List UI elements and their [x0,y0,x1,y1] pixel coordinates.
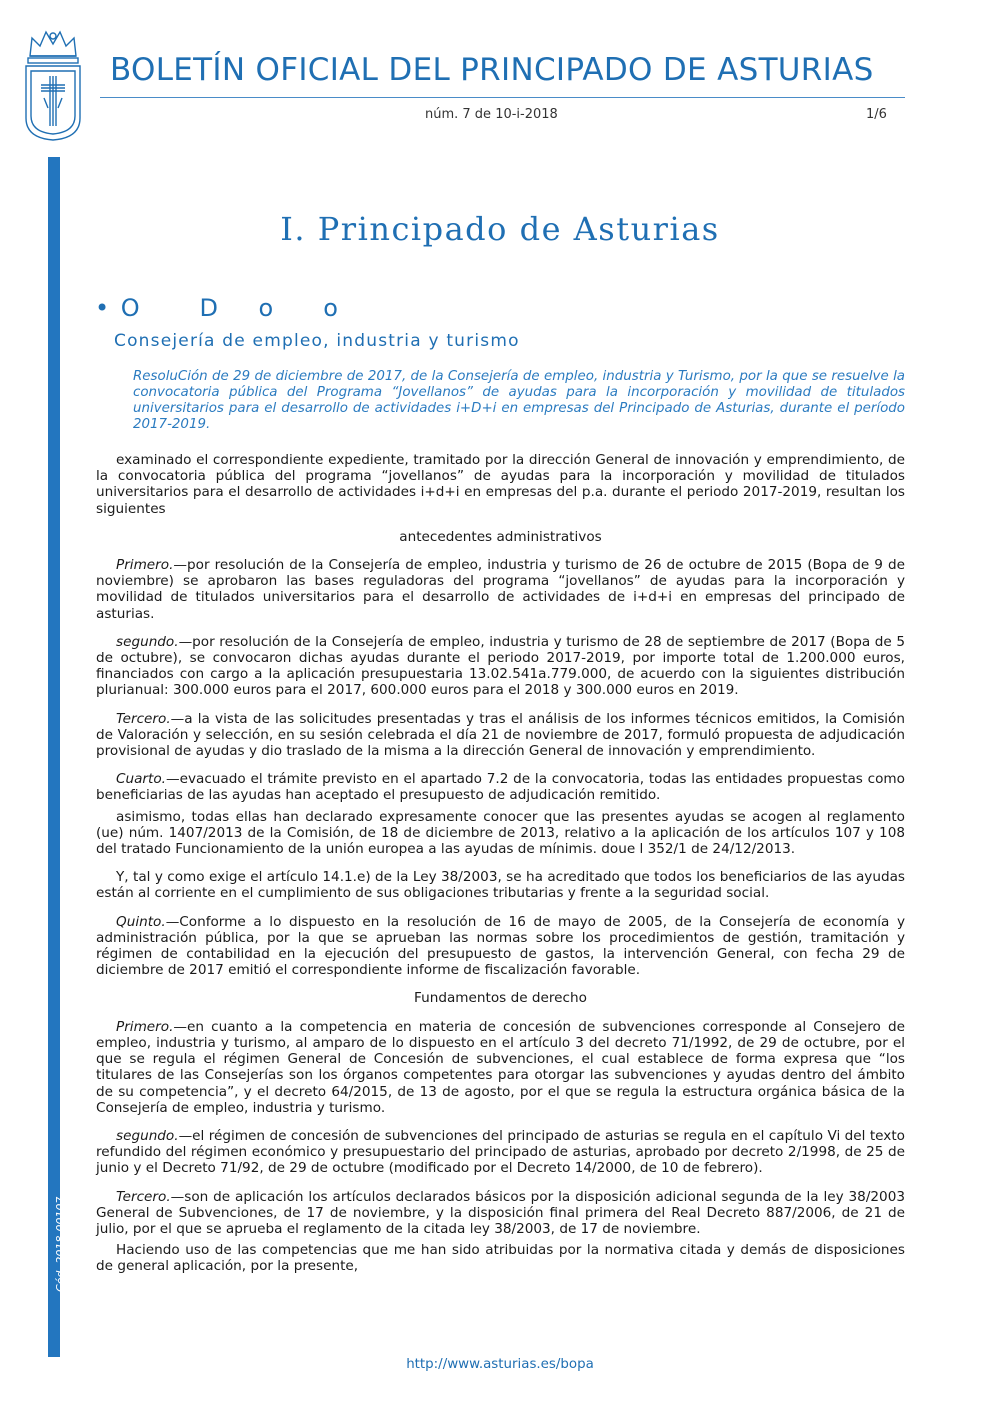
antecedente-paragraph: segundo.—por resolución de la Consejería de empleo, industria y turismo de 28 de septiembre de 2017 (Bopa de 5 de octubre), se convocaron dichas ayudas durante el periodo 2017-2019, por importe total de 1.200.000 euros, financiados con cargo a la aplicación presupuestaria 13.02.541a.779.000, de acuerdo con la siguientes distribución plurianual: 300.000 euros para el 2017, 600.000 euros para el 2018 y 300.000 euros en 2019. [96,633,905,699]
document-code: Cód. 2018-00107 [54,1196,67,1292]
antecedente-paragraph: Tercero.—a la vista de las solicitudes presentadas y tras el análisis de los informes técnicos emitidos, la Comisión de Valoración y selección, en su sesión celebrada el día 21 de noviembre de 2017, formuló propuesta de adjudicación provisional de ayudas y dio traslado de la misma a la dirección General de innovación y emprendimiento. [96,710,905,760]
resolution-summary: ResoluCión de 29 de diciembre de 2017, de la Consejería de empleo, industria y Turismo, por la que se resuelve la convocatoria pública del Programa “Jovellanos” de ayudas para la incorporación y movilidad de titulados universitarios para el desarrollo de actividades i+D+i en empresas del Principado de Asturias, durante el período 2017-2019. [133,369,905,432]
side-bar [48,157,60,1357]
heading-fundamentos: Fundamentos de derecho [414,990,587,1007]
section-title: I. Principado de Asturias [280,210,720,248]
footer-link[interactable]: http://www.asturias.es/bopa [406,1357,594,1372]
fundamento-paragraph: Tercero.—son de aplicación los artículos declarados básicos por la disposición adicional segunda de la ley 38/2003 General de Subvenciones, de 17 de noviembre, y la disposición final primera del Real Decreto 887/2006, de 21 de julio, por el que se aprueba el reglamento de la citada ley 38/2003, de 17 de noviembre. [96,1188,905,1237]
issue-number: núm. 7 de 10-i-2018 [425,107,558,122]
antecedente-paragraph: asimismo, todas ellas han declarado expresamente conocer que las presentes ayudas se acogen al reglamento (ue) núm. 1407/2013 de la Comisión, de 18 de diciembre de 2013, relativo a la aplicación de los artículos 107 y 108 del tratado Funcionamiento de la unión europea a las ayudas de mínimis. doue l 352/1 de 24/12/2013. [96,808,905,858]
fundamento-paragraph: Haciendo uso de las competencias que me han sido atribuidas por la normativa citada y demás de disposiciones de general aplicación, por la presente, [96,1242,905,1275]
header-divider [100,97,905,98]
document-body [96,452,905,1287]
intro-paragraph: examinado el correspondiente expediente, tramitado por la dirección General de innovación y emprendimiento, de la convocatoria pública del programa “jovellanos” de ayudas para la incorporación y movilidad de titulados universitarios para el desarrollo de actividades i+d+i en empresas del p.a. durante el periodo 2017-2019, resultan los siguientes [96,452,905,517]
antecedente-paragraph: Cuarto.—evacuado el trámite previsto en el apartado 7.2 de la convocatoria, todas las entidades propuestas como beneficiarias de las ayudas han aceptado el presupuesto de adjudicación remitido. [96,771,905,804]
fundamento-paragraph: segundo.—el régimen de concesión de subvenciones del principado de asturias se regula en el capítulo Vi del texto refundido del régimen económico y presupuestario del principado de asturias, aprobado por decreto 2/1998, de 25 de junio y el Decreto 71/92, de 29 de octubre (modificado por el Decreto 14/2000, de 10 de febrero). [96,1127,905,1177]
bulletin-title: BOLETÍN OFICIAL DEL PRINCIPADO DE ASTURIAS [110,52,874,88]
consejeria-name: Consejería de empleo, industria y turismo [114,331,520,351]
antecedente-paragraph: Primero.—por resolución de la Consejería de empleo, industria y turismo de 26 de octubre de 2015 (Bopa de 9 de noviembre) se aprobaron las bases reguladoras del programa “jovellanos” de ayudas para la incorporación y movilidad de titulados universitarios para el desarrollo de actividades de i+d+i en empresas del principado de asturias. [96,557,905,622]
heading-antecedentes: antecedentes administrativos [399,528,602,545]
organization-line: • O D o o [95,294,340,322]
antecedente-paragraph: Quinto.—Conforme a lo dispuesto en la resolución de 16 de mayo de 2005, de la Consejería de economía y administración pública, por la que se aprueban las normas sobre los procedimientos de gestión, tramitación y régimen de contabilidad en la ejecución del presupuesto de gastos, la intervención General, con fecha 29 de diciembre de 2017 emitió el correspondiente informe de fiscalización favorable. [96,913,905,979]
fundamento-paragraph: Primero.—en cuanto a la competencia en materia de concesión de subvenciones corresponde al Consejero de empleo, industria y turismo, al amparo de lo dispuesto en el artículo 3 del decreto 71/1992, de 29 de octubre, por el que se regula el régimen General de Concesión de subvenciones, el cual establece de forma expresa que “los titulares de las Consejerías son los órganos competentes para otorgar las subvenciones y ayudas dentro del ámbito de su competencia”, y el decreto 64/2015, de 13 de agosto, por el que se regula la estructura orgánica básica de la Consejería de empleo, industria y turismo. [96,1018,905,1116]
antecedente-paragraph: Y, tal y como exige el artículo 14.1.e) de la Ley 38/2003, se ha acreditado que todos los beneficiarios de las ayudas están al corriente en el cumplimiento de sus obligaciones tributarias y frente a la seguridad social. [96,869,905,902]
asturias-crest-logo [22,26,84,142]
page-number: 1/6 [866,107,887,122]
